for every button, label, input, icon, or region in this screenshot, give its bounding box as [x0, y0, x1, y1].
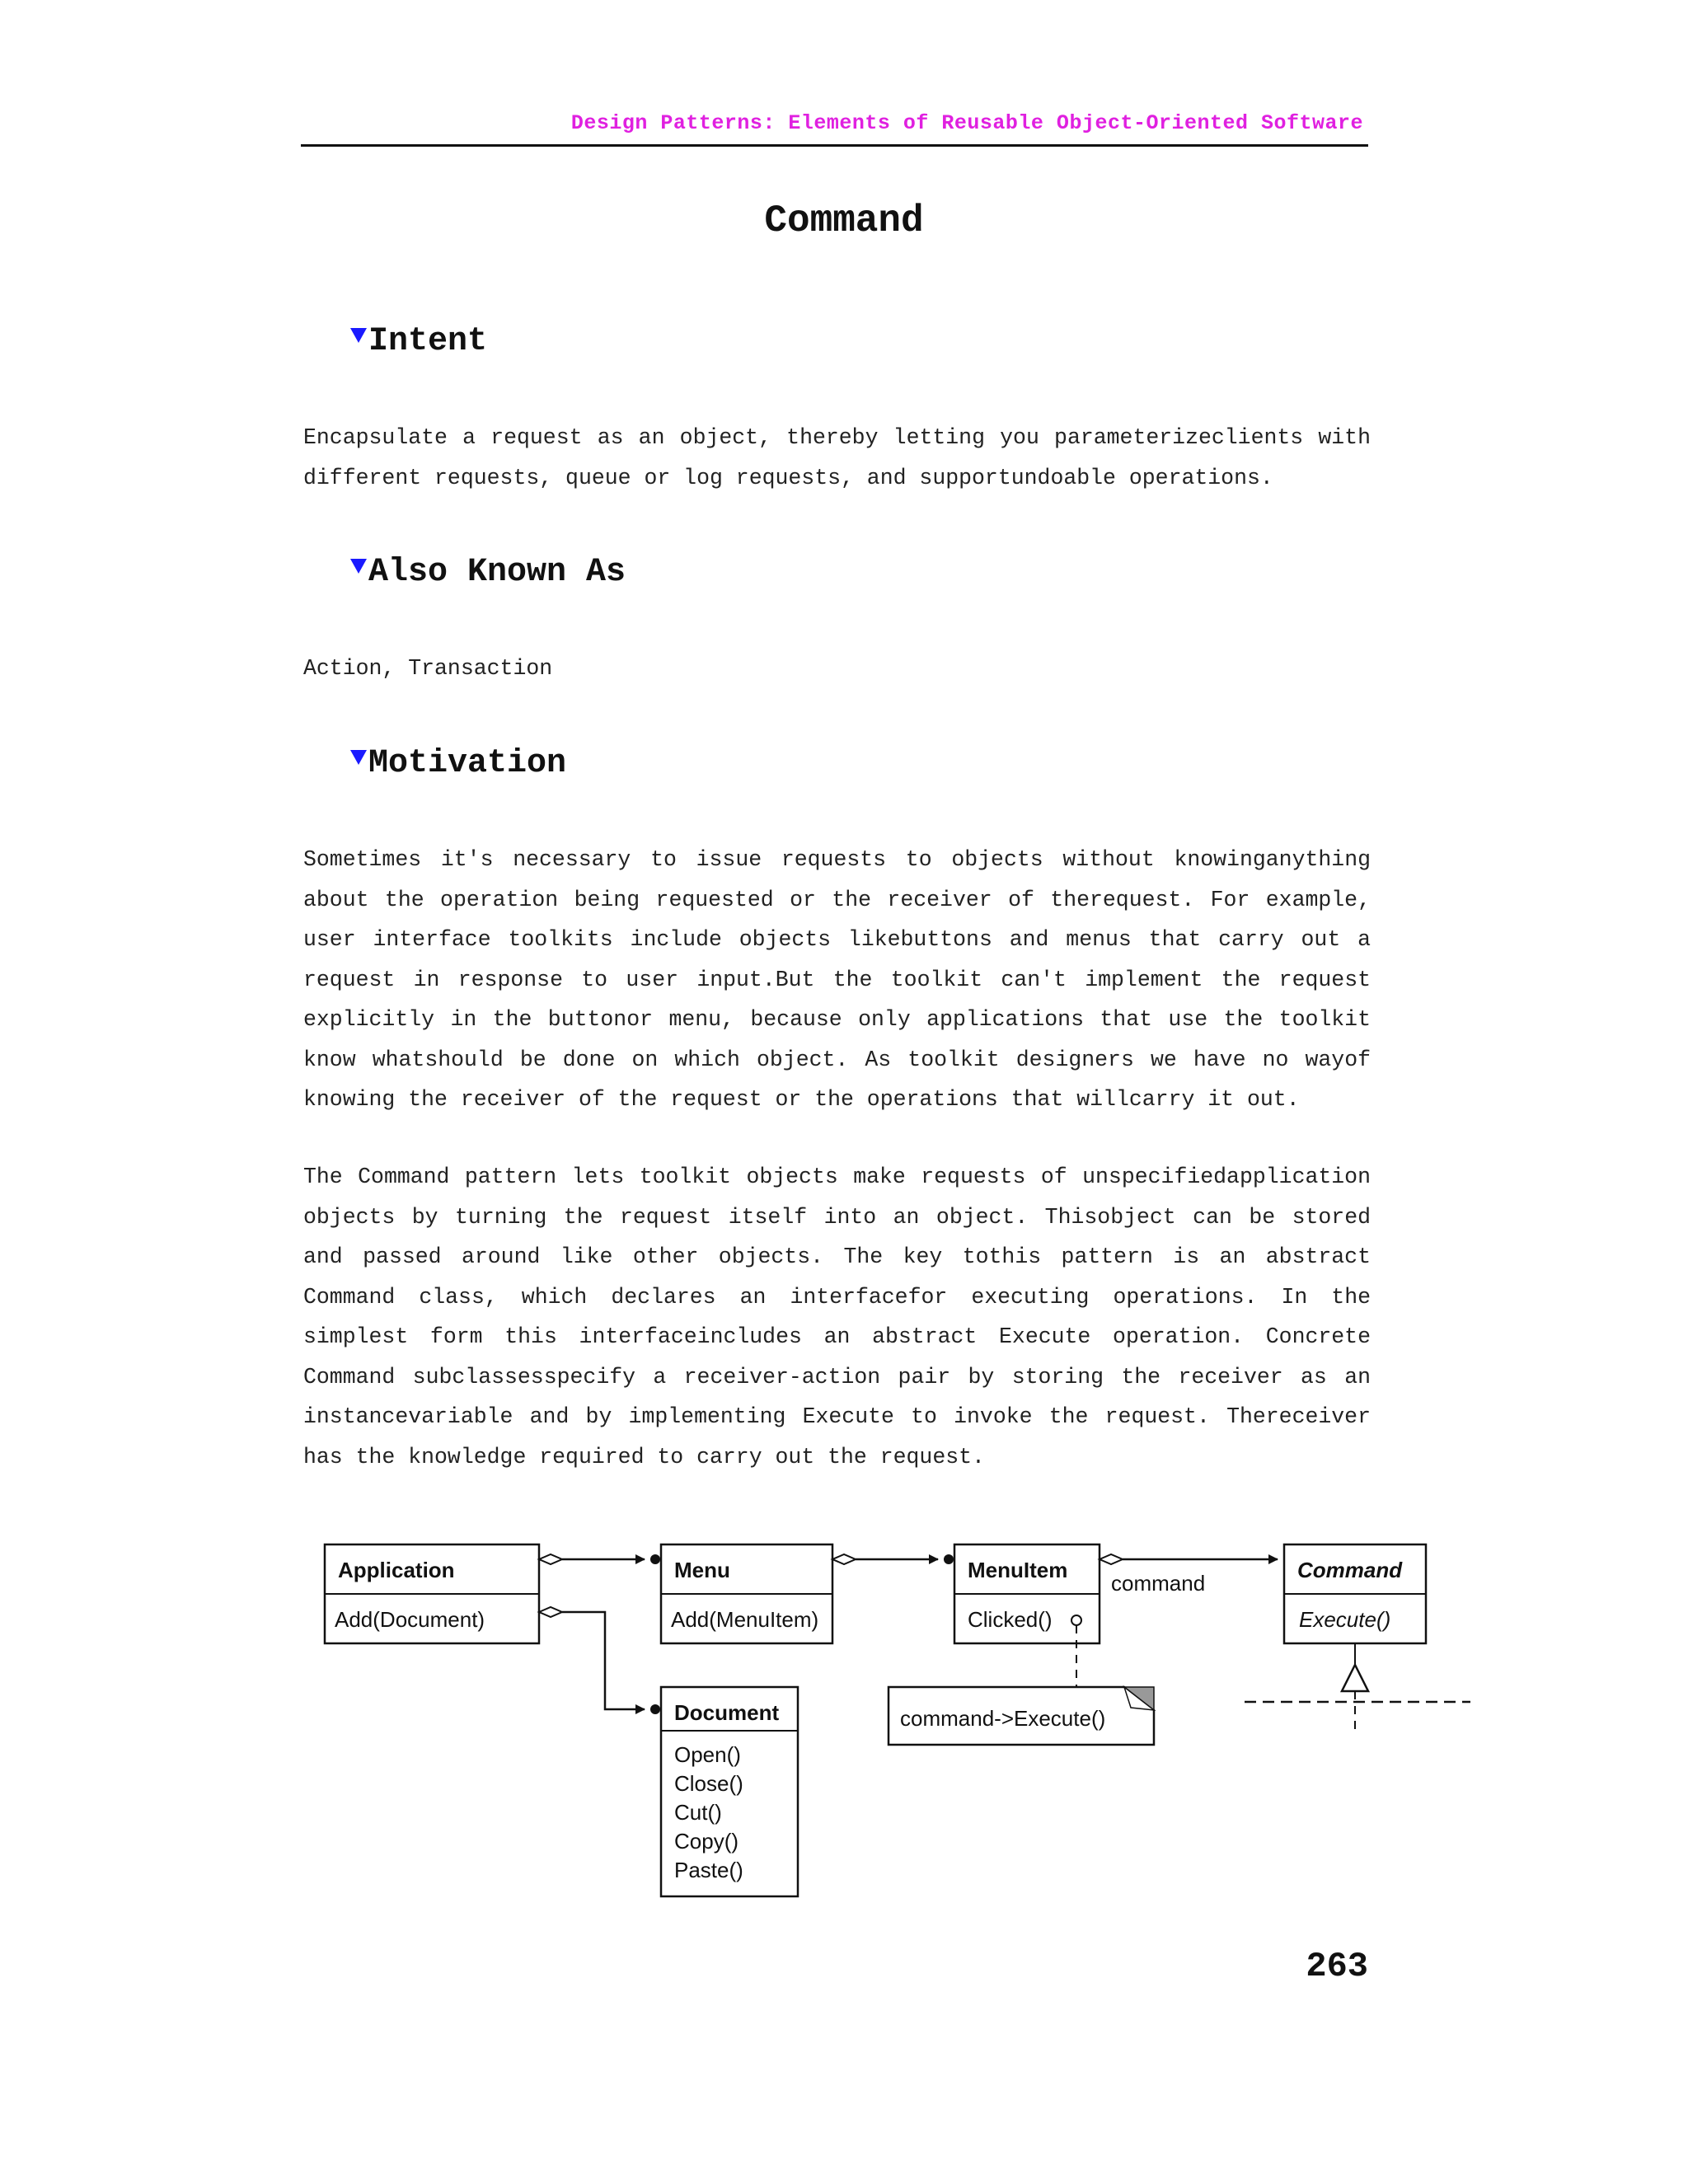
intent-body: [303, 418, 1371, 498]
class-diagram: [288, 1516, 1484, 1920]
class-document-name: Document: [674, 1700, 780, 1725]
class-menu-name: Menu: [674, 1558, 730, 1582]
triangle-bullet-icon: [350, 559, 367, 574]
class-command: [1284, 1544, 1426, 1643]
class-document-op: Close(): [674, 1771, 743, 1796]
motivation-text-2: The Command pattern lets toolkit objects make requests of unspecifiedapplication objects by turning the request itself into an object. Thisobject can be stored and passed around like other objects. The key tothis pattern is an abstract Command class, which declares an interfacefor executing operations. In the simplest form this interfaceincludes an abstract Execute operation. Concrete Command subclassesspecify a receiver-action pair by storing the receiver as an instancevariable and by implementing Execute to invoke the request. Thereceiver has the knowledge required to carry out the request.: [303, 1165, 1371, 1469]
class-document: [661, 1687, 798, 1896]
note-text: command->Execute(): [900, 1706, 1106, 1731]
triangle-bullet-icon: [350, 750, 367, 765]
class-document-op: Copy(): [674, 1829, 739, 1854]
also-known-as-text: Action, Transaction: [303, 656, 553, 681]
motivation-heading: [350, 745, 566, 782]
class-application: [325, 1544, 539, 1643]
motivation-paragraph-1: [303, 840, 1371, 1120]
class-menuitem: [954, 1544, 1100, 1643]
aggregation-application-document: [539, 1607, 660, 1714]
inheritance-command: [1245, 1643, 1470, 1732]
association-menuitem-command: [1100, 1554, 1278, 1596]
intent-heading-text: Intent: [368, 323, 488, 360]
class-application-name: Application: [338, 1558, 455, 1582]
triangle-bullet-icon: [350, 328, 367, 343]
page-number: 263: [1306, 1947, 1368, 1986]
also-known-as-heading: [350, 554, 626, 591]
motivation-text-1: Sometimes it's necessary to issue requests to objects without knowinganything about the operation being requested or the receiver of therequest. For example, user interface toolkits include objects likebuttons and menus that carry out a request in response to user input.But the toolkit can't implement the request explicitly in the buttonor menu, because only applications that use the toolkit know whatshould be done on which object. As toolkit designers we have no wayof knowing the receiver of the request or the operations that willcarry it out.: [303, 847, 1371, 1112]
class-command-op: Execute(): [1299, 1607, 1391, 1632]
running-header: [301, 110, 1368, 147]
class-document-op: Open(): [674, 1742, 741, 1767]
page-title: Command: [764, 199, 924, 242]
motivation-heading-text: Motivation: [368, 745, 567, 782]
aggregation-application-menu: [539, 1554, 660, 1564]
class-application-op: Add(Document): [335, 1607, 485, 1632]
class-document-op: Cut(): [674, 1800, 722, 1825]
also-known-as-body: [303, 649, 1371, 689]
note-box: [889, 1687, 1154, 1745]
association-label: command: [1111, 1571, 1206, 1596]
running-title: Design Patterns: Elements of Reusable Object-Oriented Software: [570, 111, 1363, 135]
motivation-paragraph-2: [303, 1157, 1371, 1477]
also-known-as-heading-text: Also Known As: [368, 554, 626, 591]
intent-text: Encapsulate a request as an object, thereby letting you parameterizeclients with different requests, queue or log requests, and supportundoable operations.: [303, 425, 1371, 490]
class-menuitem-name: MenuItem: [968, 1558, 1068, 1582]
class-menu: [661, 1544, 832, 1643]
aggregation-menu-menuitem: [832, 1554, 954, 1564]
class-command-name: Command: [1297, 1558, 1403, 1582]
intent-heading: [350, 323, 487, 360]
class-document-op: Paste(): [674, 1858, 743, 1882]
class-menuitem-op: Clicked(): [968, 1607, 1053, 1632]
class-menu-op: Add(MenuItem): [671, 1607, 819, 1632]
